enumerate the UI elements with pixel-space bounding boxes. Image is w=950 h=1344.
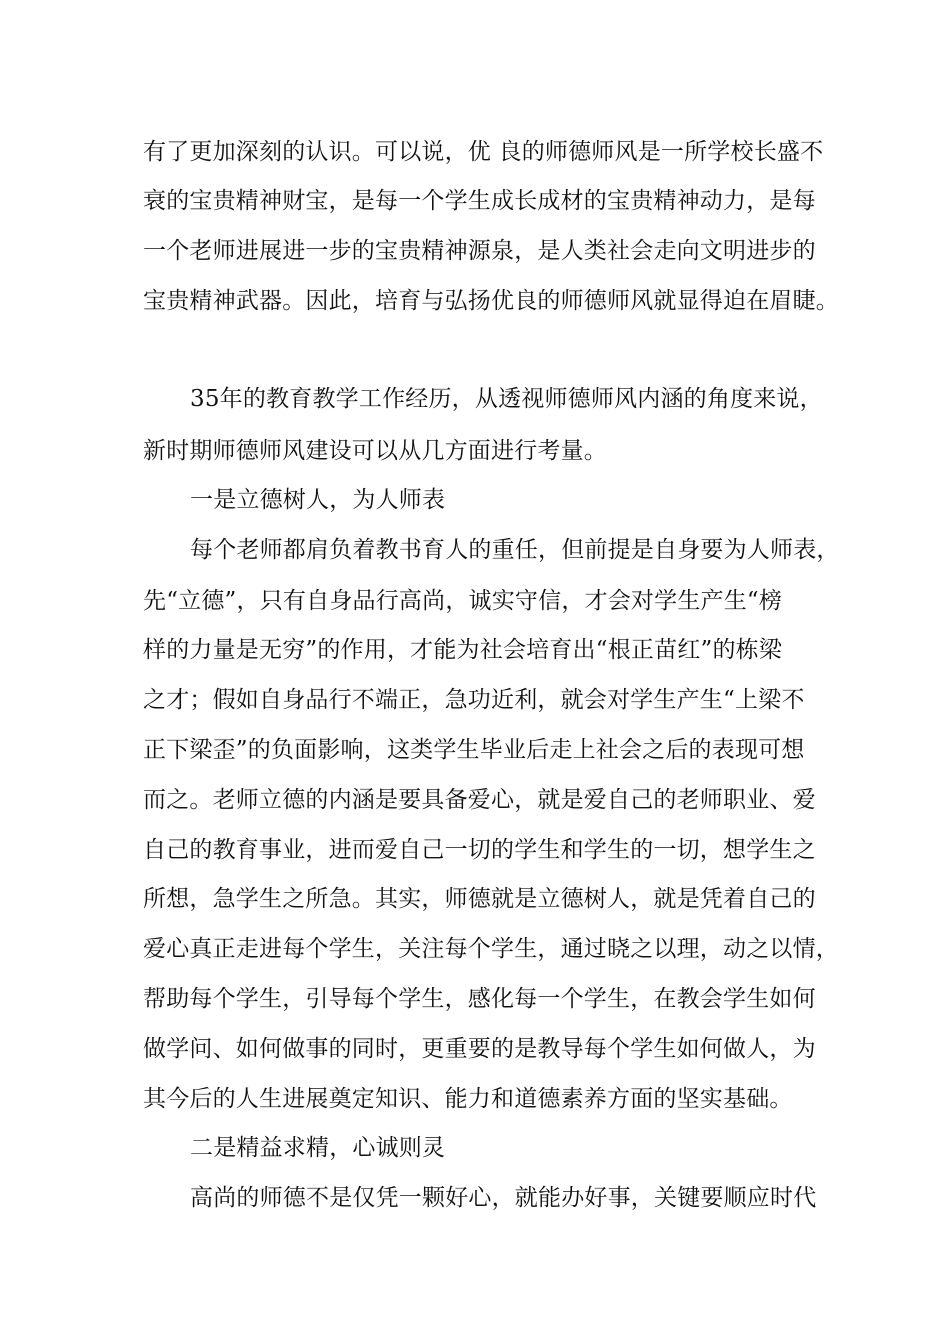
text-line: 每个老师都肩负着教书育人的重任，但前提是自身要为人师表， [190, 537, 840, 563]
text-line: 高尚的师德不是仅凭一颗好心，就能办好事，关键要顺应时代 [190, 1185, 817, 1211]
text-line: 所想，急学生之所急。其实，师德就是立德树人，就是凭着自己的 [143, 886, 816, 912]
text-line: 宝贵精神武器。因此，培育与弘扬优良的师德师风就显得迫在眉睫。 [143, 288, 839, 314]
text-line: 先“立德”，只有自身品行高尚，诚实守信，才会对学生产生“榜 [143, 588, 783, 614]
text-line: 一个老师进展进一步的宝贵精神源泉，是人类社会走向文明进步的 [143, 238, 816, 264]
text-line: 爱心真正走进每个学生，关注每个学生，通过晓之以理，动之以情， [143, 936, 839, 962]
section-heading: 一是立德树人，为人师表 [190, 487, 446, 513]
text-line: 做学问、如何做事的同时，更重要的是教导每个学生如何做人，为 [143, 1036, 816, 1062]
text-line: 有了更加深刻的认识。可以说，优 良的师德师风是一所学校长盛不 [143, 139, 824, 165]
text-line: 衰的宝贵精神财宝，是每一个学生成长成材的宝贵精神动力，是每 [143, 188, 816, 214]
text-line: 样的力量是无穷”的作用，才能为社会培育出“根正苗红”的栋梁 [143, 637, 783, 663]
text-line: 新时期师德师风建设可以从几方面进行考量。 [143, 438, 607, 464]
text-line: 之才；假如自身品行不端正，急功近利，就会对学生产生“上梁不 [143, 687, 805, 713]
text-line: 正下梁歪”的负面影响，这类学生毕业后走上社会之后的表现可想 [143, 737, 805, 763]
text-line: 其今后的人生进展奠定知识、能力和道德素养方面的坚实基础。 [143, 1086, 793, 1112]
section-heading: 二是精益求精，心诚则灵 [190, 1135, 446, 1161]
text-line: 35年的教育教学工作经历，从透视师德师风内涵的角度来说， [190, 386, 823, 412]
text-line: 而之。老师立德的内涵是要具备爱心，就是爱自己的老师职业、爱 [143, 787, 816, 813]
text-line: 帮助每个学生，引导每个学生，感化每一个学生，在教会学生如何 [143, 986, 816, 1012]
text-line: 自己的教育事业，进而爱自己一切的学生和学生的一切，想学生之 [143, 837, 816, 863]
